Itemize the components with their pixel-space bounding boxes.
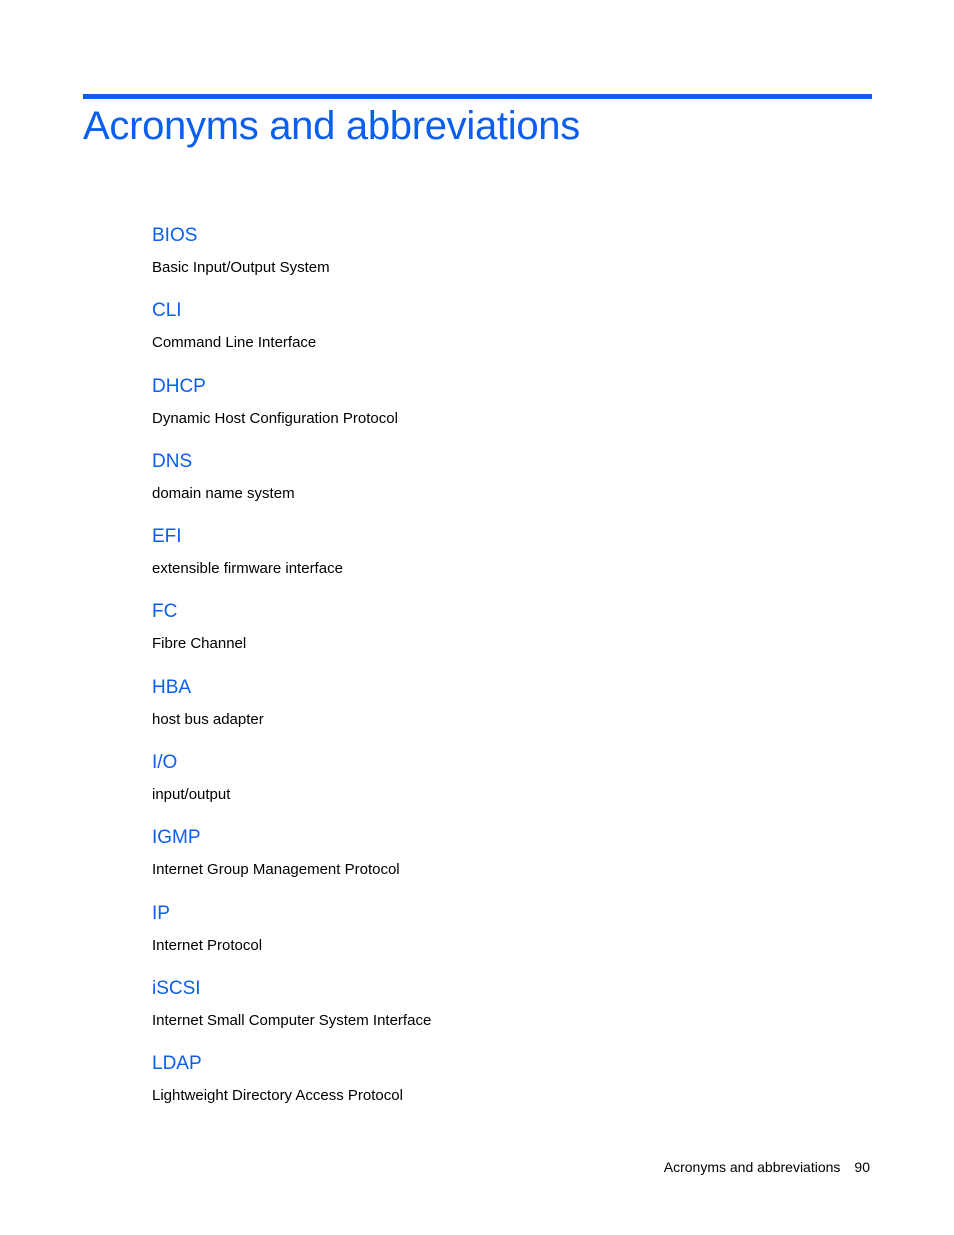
title-rule <box>83 94 872 99</box>
glossary-entry <box>152 524 852 599</box>
glossary-definition: Fibre Channel <box>152 635 247 653</box>
glossary-definition: input/output <box>152 786 231 804</box>
footer-section-title: Acronyms and abbreviations <box>663 1159 841 1175</box>
glossary-term: I/O <box>152 752 178 774</box>
glossary-list <box>152 223 852 1127</box>
glossary-entry <box>152 825 852 900</box>
glossary-entry <box>152 298 852 373</box>
glossary-term: HBA <box>152 676 192 698</box>
glossary-definition: Internet Group Management Protocol <box>152 861 400 879</box>
glossary-definition: Basic Input/Output System <box>152 259 330 276</box>
glossary-entry <box>152 901 852 976</box>
glossary-entry <box>152 599 852 674</box>
glossary-definition: domain name system <box>152 484 295 502</box>
glossary-entry <box>152 750 852 825</box>
glossary-term: IP <box>152 902 170 924</box>
glossary-term: LDAP <box>152 1053 202 1075</box>
glossary-entry <box>152 449 852 524</box>
glossary-term: DHCP <box>152 375 206 397</box>
glossary-definition: Command Line Interface <box>152 334 317 352</box>
page-footer <box>664 1157 870 1177</box>
glossary-term: BIOS <box>152 225 198 246</box>
glossary-entry <box>152 223 852 298</box>
glossary-definition: host bus adapter <box>152 710 264 728</box>
glossary-term: FC <box>152 601 178 623</box>
glossary-definition: extensible firmware interface <box>152 560 343 578</box>
glossary-term: iSCSI <box>152 977 201 999</box>
glossary-definition: Internet Small Computer System Interface <box>152 1011 432 1029</box>
glossary-term: EFI <box>152 526 182 548</box>
glossary-entry <box>152 1051 852 1126</box>
glossary-definition: Lightweight Directory Access Protocol <box>152 1087 403 1105</box>
glossary-entry <box>152 374 852 449</box>
glossary-term: IGMP <box>152 827 201 849</box>
glossary-term: DNS <box>152 450 193 472</box>
glossary-term: CLI <box>152 300 182 322</box>
glossary-definition: Internet Protocol <box>152 936 263 954</box>
glossary-definition: Dynamic Host Configuration Protocol <box>152 409 398 427</box>
footer-page-number: 90 <box>854 1159 870 1175</box>
glossary-entry <box>152 976 852 1051</box>
glossary-entry <box>152 675 852 750</box>
page-title: Acronyms and abbreviations <box>83 104 580 148</box>
